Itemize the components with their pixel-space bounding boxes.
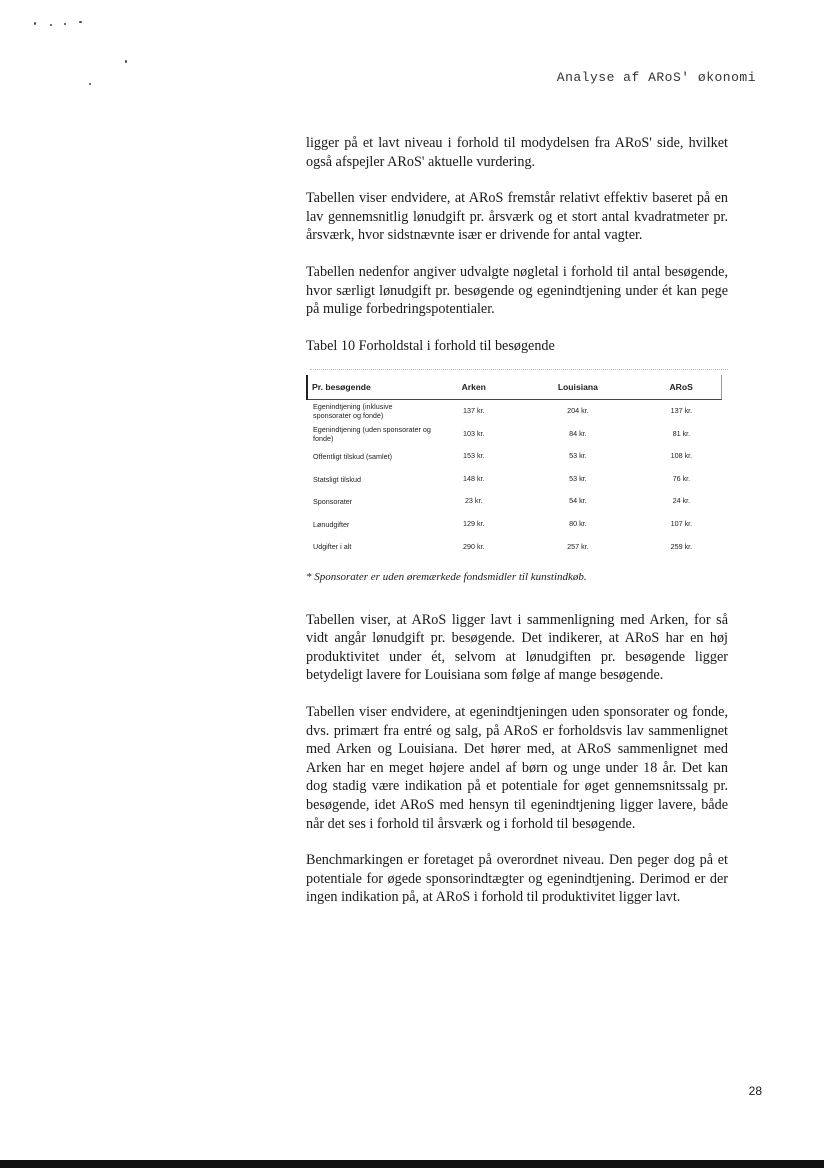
cell-louisiana: 84 kr.	[569, 428, 587, 438]
scan-speck	[79, 21, 82, 23]
cell-arken: 103 kr.	[462, 428, 485, 438]
row-label: Udgifter i alt	[313, 542, 352, 552]
scan-speck	[34, 22, 36, 25]
column-header-pr-besogende: Pr. besøgende	[307, 375, 433, 399]
cell-aros: 107 kr.	[670, 518, 693, 528]
cell-arken: 153 kr.	[462, 451, 485, 461]
cell-aros: 259 kr.	[670, 541, 693, 551]
table-row	[307, 536, 722, 559]
page-body	[306, 134, 728, 925]
cell-louisiana: 53 kr.	[569, 473, 587, 483]
cell-louisiana: 80 kr.	[569, 518, 587, 528]
scan-speck	[50, 24, 52, 26]
column-header-louisiana: Louisiana	[514, 375, 641, 399]
table-footnote: * Sponsorater er uden øremærkede fondsmidler til kunstindkøb.	[306, 571, 587, 584]
cell-aros: 108 kr.	[670, 451, 693, 461]
cell-louisiana: 53 kr.	[569, 451, 587, 461]
row-label: Offentligt tilskud (samlet)	[313, 451, 392, 461]
cell-aros: 76 kr.	[672, 473, 691, 483]
cell-aros: 137 kr.	[670, 405, 693, 415]
scan-speck	[64, 23, 66, 25]
body-paragraph: Benchmarkingen er foretaget på overordnet niveau. Den peger dog på et potentiale for øgede sponsorindtægter og egenindtjening. Derimod er der ingen indikation på, at ARoS i forhold til produktivitet ligger lavt.	[306, 852, 728, 906]
body-paragraph: Tabellen viser endvidere, at ARoS fremstår relativt effektiv baseret på en lav gennemsnitlig lønudgift pr. årsværk og et stort antal kvadratmeter pr. årsværk, hvor sidstnævnte især er drivende for antal vagter.	[306, 190, 728, 244]
cell-arken: 23 kr.	[464, 496, 483, 506]
cell-louisiana: 257 kr.	[567, 541, 589, 551]
cell-aros: 24 kr.	[672, 496, 691, 506]
running-header: Analyse af ARoS' økonomi	[556, 70, 756, 85]
page-number: 28	[748, 1084, 762, 1098]
column-header-arken: Arken	[433, 375, 514, 399]
scan-speck	[89, 83, 91, 85]
cell-arken: 137 kr.	[462, 405, 485, 415]
table-row	[307, 513, 722, 536]
table-caption: Tabel 10 Forholdstal i forhold til besøgende	[306, 337, 555, 354]
scan-speck	[125, 60, 127, 63]
row-label: Statsligt tilskud	[313, 474, 361, 484]
body-paragraph: Tabellen viser endvidere, at egenindtjeningen uden sponsorater og fonde, dvs. primært fra entré og salg, på ARoS er forholdsvis lav sammenlignet med Arken og Louisiana. Det hører med, at ARoS sammenlignet med Arken har en meget højere andel af børn og unge under 18 år. Det kan dog stadig være indikation på et potentiale for øget gennemsnitssalg pr. besøgende, idet ARoS med hensyn til egenindtjening ligger lavere, både når det ses i forhold til årsværk og i forhold til besøgende.	[306, 704, 728, 832]
table-top-dotted-rule	[310, 369, 728, 370]
cell-arken: 290 kr.	[462, 541, 485, 551]
table-row	[307, 423, 722, 446]
table-row	[307, 490, 722, 513]
row-label: Sponsorater	[313, 497, 353, 507]
table-container	[306, 375, 728, 558]
table-row	[307, 445, 722, 468]
row-label: Egenindtjening (uden sponsorater og fonde)	[313, 424, 431, 443]
cell-louisiana: 54 kr.	[569, 496, 587, 506]
table-header-row	[307, 375, 722, 399]
cell-arken: 148 kr.	[462, 473, 485, 483]
cell-arken: 129 kr.	[462, 518, 485, 528]
body-paragraph: Tabellen viser, at ARoS ligger lavt i sammenligning med Arken, for så vidt angår lønudgift pr. besøgende. Det indikerer, at ARoS har en høj produktivitet under ét, selvom at lønudgiften pr. besøgende ligger betydeligt lavere for Louisiana som følge af mange besøgende.	[306, 611, 728, 684]
body-paragraph: Tabellen nedenfor angiver udvalgte nøgletal i forhold til antal besøgende, hvor særligt lønudgift pr. besøgende og egenindtjening under ét kan pege på mulige forbedringspotentialer.	[306, 263, 728, 318]
row-label: Egenindtjening (inklusive sponsorater og fonde)	[313, 402, 393, 421]
cell-aros: 81 kr.	[672, 428, 691, 438]
cell-louisiana: 204 kr.	[567, 405, 589, 415]
row-label: Lønudgifter	[313, 519, 350, 529]
column-header-aros: ARoS	[641, 375, 721, 399]
table-row	[307, 399, 722, 422]
scan-bottom-edge	[0, 1160, 824, 1168]
ratio-table	[306, 375, 722, 558]
body-paragraph: ligger på et lavt niveau i forhold til modydelsen fra ARoS' side, hvilket også afspejler ARoS' aktuelle vurdering.	[306, 135, 728, 170]
table-row	[307, 468, 722, 491]
